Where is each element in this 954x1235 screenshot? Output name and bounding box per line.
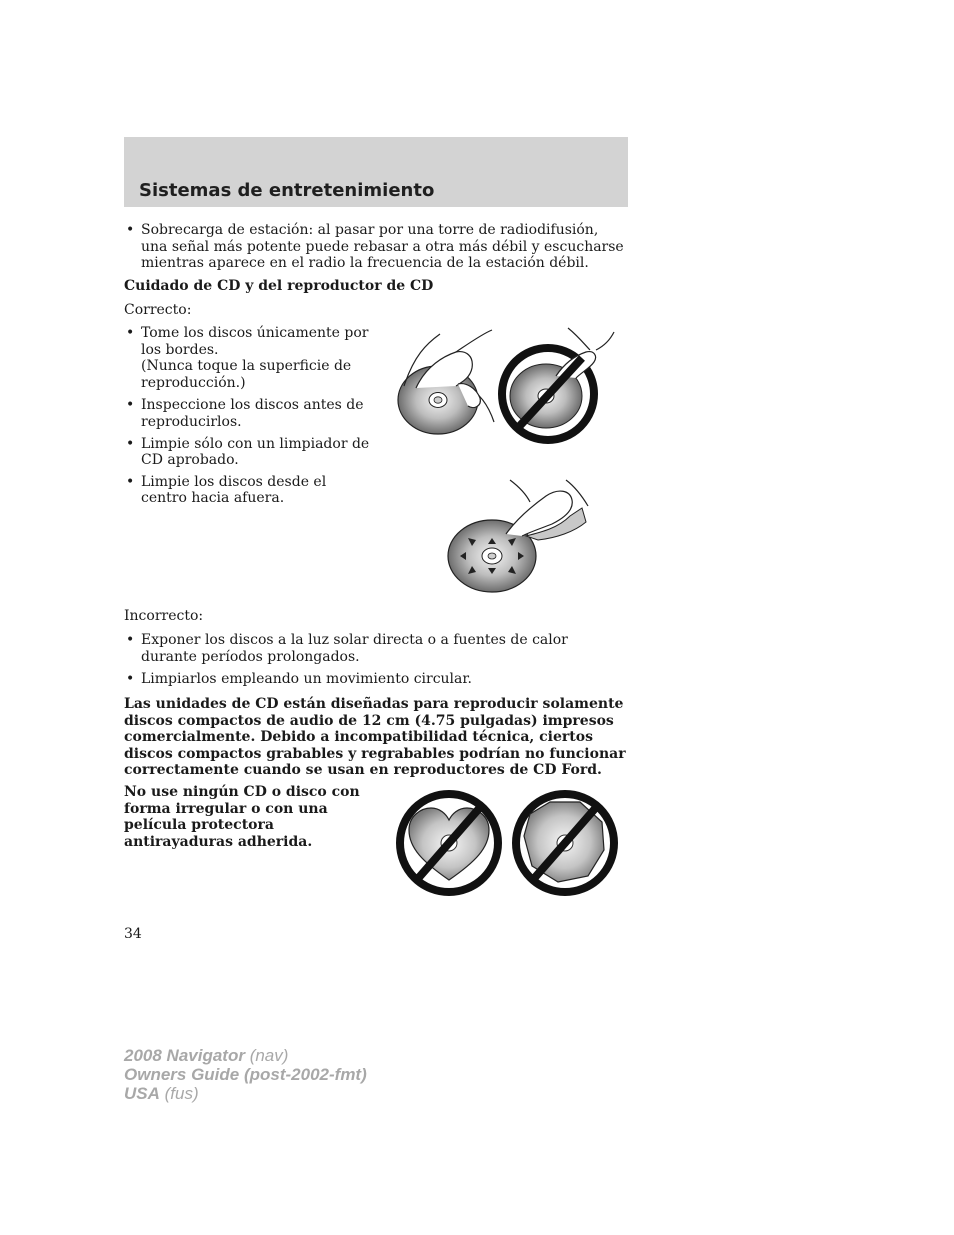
- list-item: • Limpie sólo con un limpiador de CD aprobado.: [124, 436, 374, 469]
- list-item: • Sobrecarga de estación: al pasar por una torre de radiodifusión, una señal más potente puede rebasar a otra más débil y escucharse mientras aparece en el radio la frecuencia de la estación débil.: [124, 222, 624, 272]
- correct-list: [124, 325, 374, 507]
- footer-guide: Owners Guide (post-2002-fmt): [124, 1065, 367, 1084]
- hand-holding-cd-icon: [396, 326, 496, 446]
- list-item: [124, 325, 374, 391]
- footer-line-market: [124, 1084, 367, 1103]
- page-number: 34: [124, 926, 142, 942]
- footer-line-guide: [124, 1065, 367, 1084]
- cd-compatibility-notice: Las unidades de CD están diseñadas para reproducir solamente discos compactos de audio de 12 cm (4.75 pulgadas) impresos comercialmente. Debido a incompatibilidad técnica, ciertos discos compactos grabables y regrabables podrían no funcionar correctamente cuando se usan en reproductores de CD Ford.: [124, 696, 626, 779]
- section-title: Sistemas de entretenimiento: [139, 180, 435, 201]
- footer-model-code: (nav): [249, 1046, 289, 1065]
- incorrect-label: Incorrecto:: [124, 608, 204, 624]
- footer-line-model: [124, 1046, 367, 1065]
- correct-label: Correcto:: [124, 302, 192, 318]
- list-item: • Exponer los discos a la luz solar directa o a fuentes de calor durante períodos prolongados.: [124, 632, 624, 665]
- no-touch-cd-icon: [486, 326, 616, 444]
- care-heading: Cuidado de CD y del reproductor de CD: [124, 278, 434, 294]
- list-item: • Limpiarlos empleando un movimiento circular.: [124, 671, 624, 688]
- list-item: • Limpie los discos desde el centro hacia afuera.: [124, 474, 374, 507]
- wipe-center-out-icon: [446, 476, 592, 596]
- no-octagon-cd-icon: [508, 788, 622, 898]
- footer-model: 2008 Navigator: [124, 1046, 245, 1065]
- section-header-band: [124, 137, 628, 207]
- list-item-text: Tome los discos únicamente por los bordes.: [141, 325, 369, 358]
- list-item-note: (Nunca toque la superficie de reproducción.): [141, 358, 352, 391]
- intro-bullet-list: [124, 222, 624, 272]
- irregular-disc-warning: No use ningún CD o disco con forma irregular o con una película protectora antirayaduras adherida.: [124, 784, 360, 850]
- footer-market-code: (fus): [164, 1084, 199, 1103]
- document-footer: [124, 1046, 367, 1103]
- no-heart-cd-icon: [393, 788, 505, 898]
- list-item: • Inspeccione los discos antes de reproducirlos.: [124, 397, 374, 430]
- incorrect-list: [124, 632, 624, 688]
- footer-market: USA: [124, 1084, 160, 1103]
